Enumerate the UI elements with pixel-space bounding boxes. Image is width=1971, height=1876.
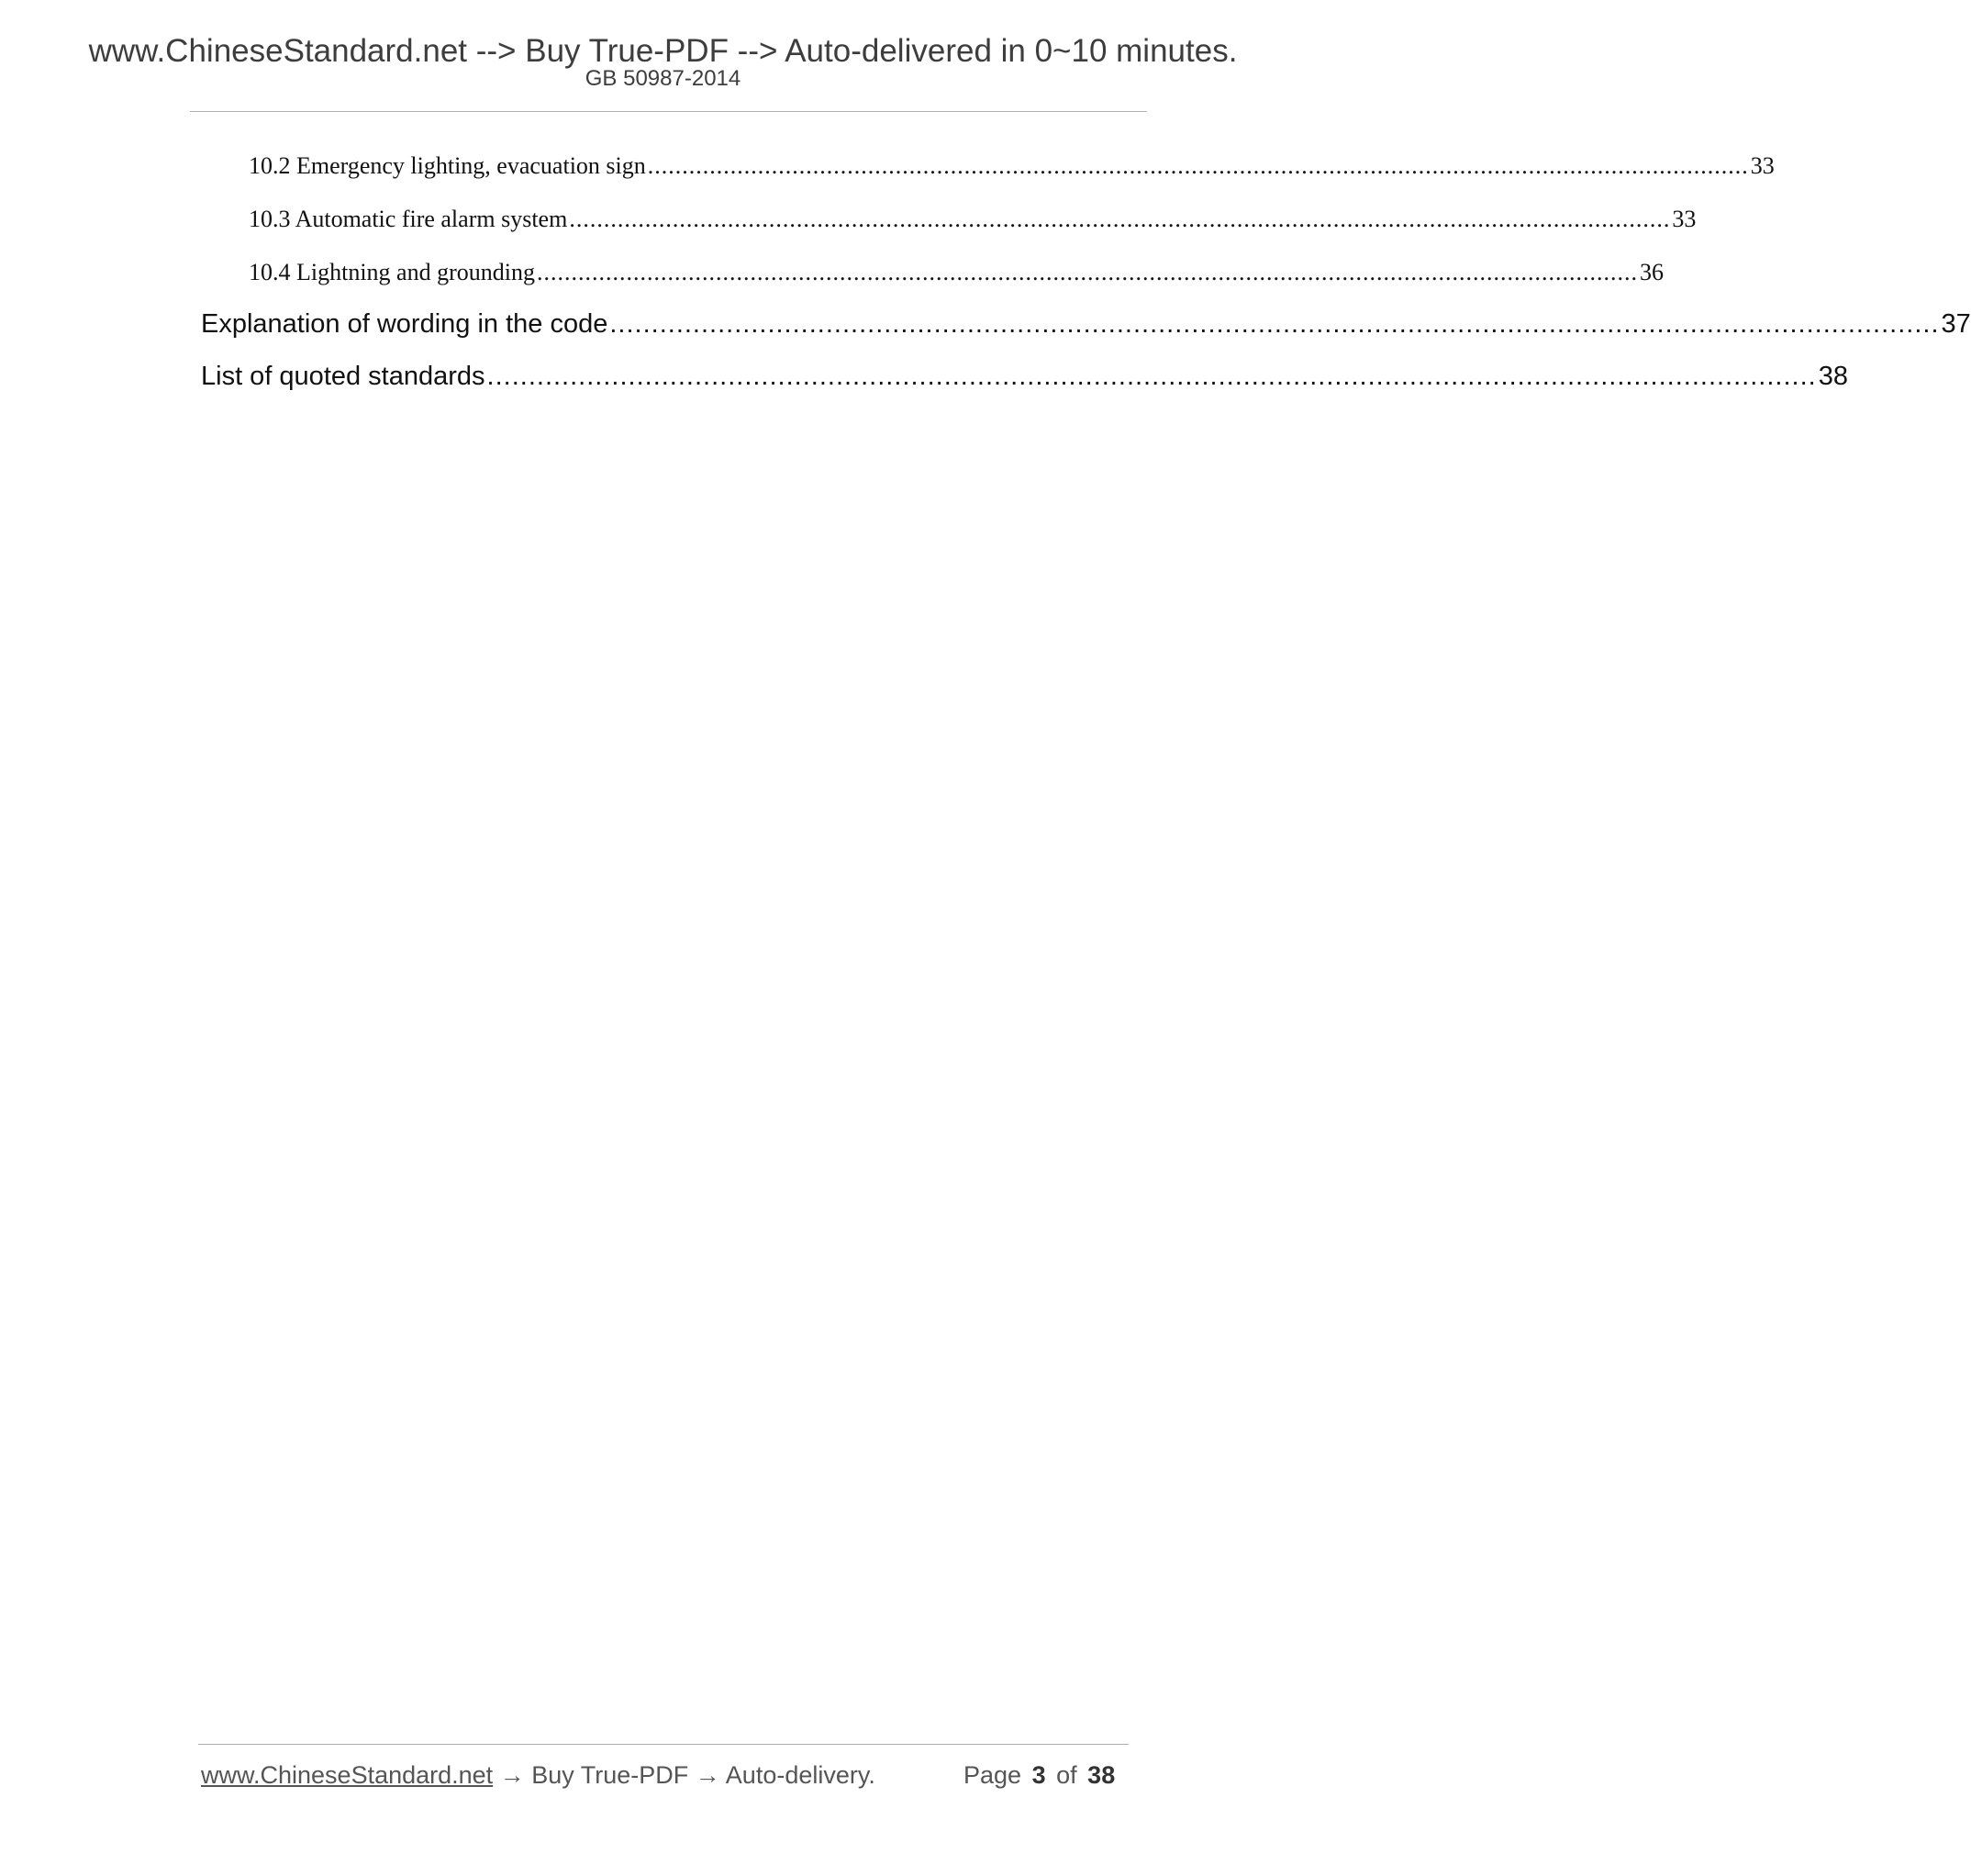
toc-entry-10-4[interactable]	[249, 259, 1664, 292]
toc-leader-dots: ................................................................................................................................................................	[609, 309, 1940, 339]
toc-leader-dots: ................................................................................................................................................................	[647, 152, 1749, 179]
total-pages: 38	[1087, 1761, 1116, 1789]
toc-entry-page: 33	[1750, 152, 1775, 179]
toc-leader-dots: ................................................................................................................................................................	[486, 362, 1817, 391]
arrow-icon: →	[695, 1761, 720, 1789]
toc-entry-label: 10.4 Lightning and grounding	[249, 259, 535, 285]
toc-entry-list-of-quoted-standards[interactable]	[201, 362, 1848, 398]
toc-entry-explanation-of-wording[interactable]	[201, 309, 1971, 346]
toc-entry-page: 37	[1941, 309, 1971, 339]
standard-code: GB 50987-2014	[585, 66, 741, 91]
header-divider	[190, 111, 1147, 112]
toc-entry-10-3[interactable]	[249, 206, 1697, 239]
arrow-icon: →	[499, 1761, 525, 1789]
toc-leader-dots: ................................................................................................................................................................	[536, 259, 1638, 285]
toc-entry-page: 38	[1818, 362, 1848, 391]
footer-divider	[198, 1744, 1129, 1745]
toc-entry-label: Explanation of wording in the code	[201, 309, 608, 339]
toc-entry-label: List of quoted standards	[201, 362, 485, 391]
page-word: Page	[963, 1761, 1022, 1789]
toc-entry-10-2[interactable]	[249, 152, 1775, 185]
footer-buy-text: Buy True-PDF	[531, 1761, 689, 1789]
toc-entry-page: 33	[1672, 206, 1697, 232]
footer-delivery-text: Auto-delivery.	[725, 1761, 875, 1789]
toc-leader-dots: ................................................................................................................................................................	[569, 206, 1671, 232]
toc-entry-page: 36	[1639, 259, 1664, 285]
footer-promo	[201, 1761, 875, 1790]
current-page: 3	[1031, 1761, 1046, 1789]
footer-site-link[interactable]: www.ChineseStandard.net	[201, 1761, 494, 1789]
toc-entry-label: 10.3 Automatic fire alarm system	[249, 206, 568, 232]
header-banner: www.ChineseStandard.net --> Buy True-PDF --> Auto-delivered in 0~10 minutes.	[88, 33, 1238, 69]
toc-entry-label: 10.2 Emergency lighting, evacuation sign	[249, 152, 646, 179]
of-word: of	[1056, 1761, 1077, 1789]
page-number	[963, 1761, 1115, 1790]
